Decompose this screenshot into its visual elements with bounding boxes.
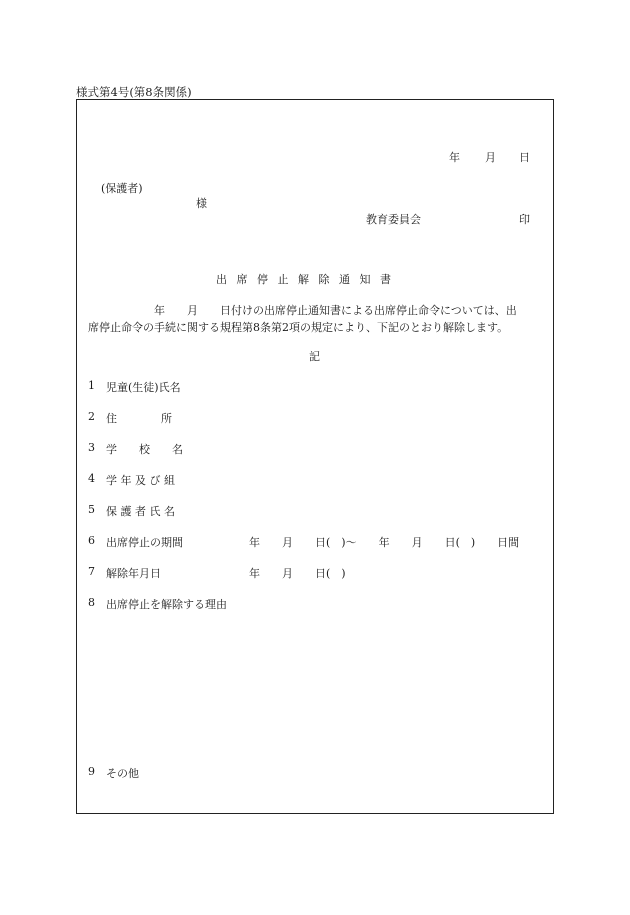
- date-month: 月: [485, 151, 496, 164]
- item-number: 6: [88, 534, 95, 547]
- item-number: 4: [88, 472, 95, 485]
- item-label-lifting-reason: 出席停止を解除する理由: [106, 598, 227, 611]
- body-line-2: 席停止命令の手続に関する規程第8条第2項の規定により、下記のとおり解除します。: [88, 321, 509, 334]
- item-value-lifting-date: 年 月 日( ): [249, 567, 346, 580]
- issuer-name: 教育委員会: [366, 213, 421, 226]
- item-number: 8: [88, 596, 95, 609]
- item-number: 7: [88, 565, 95, 578]
- document-title: 出 席 停 止 解 除 通 知 書: [216, 273, 394, 286]
- item-number: 3: [88, 441, 95, 454]
- form-number-label: 様式第4号(第8条関係): [76, 85, 192, 99]
- body-paragraph: [88, 302, 548, 336]
- item-label-guardian-name: 保 護 者 氏 名: [106, 505, 175, 518]
- item-number: 5: [88, 503, 95, 516]
- item-number: 2: [88, 410, 95, 423]
- date-day: 日: [519, 151, 530, 164]
- item-value-suspension-period: 年 月 日( )〜 年 月 日( ) 日間: [249, 536, 520, 549]
- item-label-other: その他: [106, 767, 139, 780]
- item-label-grade-class: 学 年 及 び 組: [106, 474, 175, 487]
- honorific-sama: 様: [196, 197, 207, 210]
- body-line-1: 年 月 日付けの出席停止通知書による出席停止命令については、出: [88, 304, 517, 317]
- guardian-label: (保護者): [101, 182, 143, 195]
- item-label-school-name: 学 校 名: [106, 443, 183, 456]
- date-year: 年: [449, 151, 460, 164]
- item-label-student-name: 児童(生徒)氏名: [106, 381, 181, 394]
- item-number: 1: [88, 379, 95, 392]
- item-number: 9: [88, 765, 95, 778]
- seal-mark: 印: [519, 213, 530, 226]
- item-label-address: 住 所: [106, 412, 172, 425]
- ki-heading: 記: [309, 350, 320, 363]
- item-label-lifting-date: 解除年月日: [106, 567, 161, 580]
- item-label-suspension-period: 出席停止の期間: [106, 536, 183, 549]
